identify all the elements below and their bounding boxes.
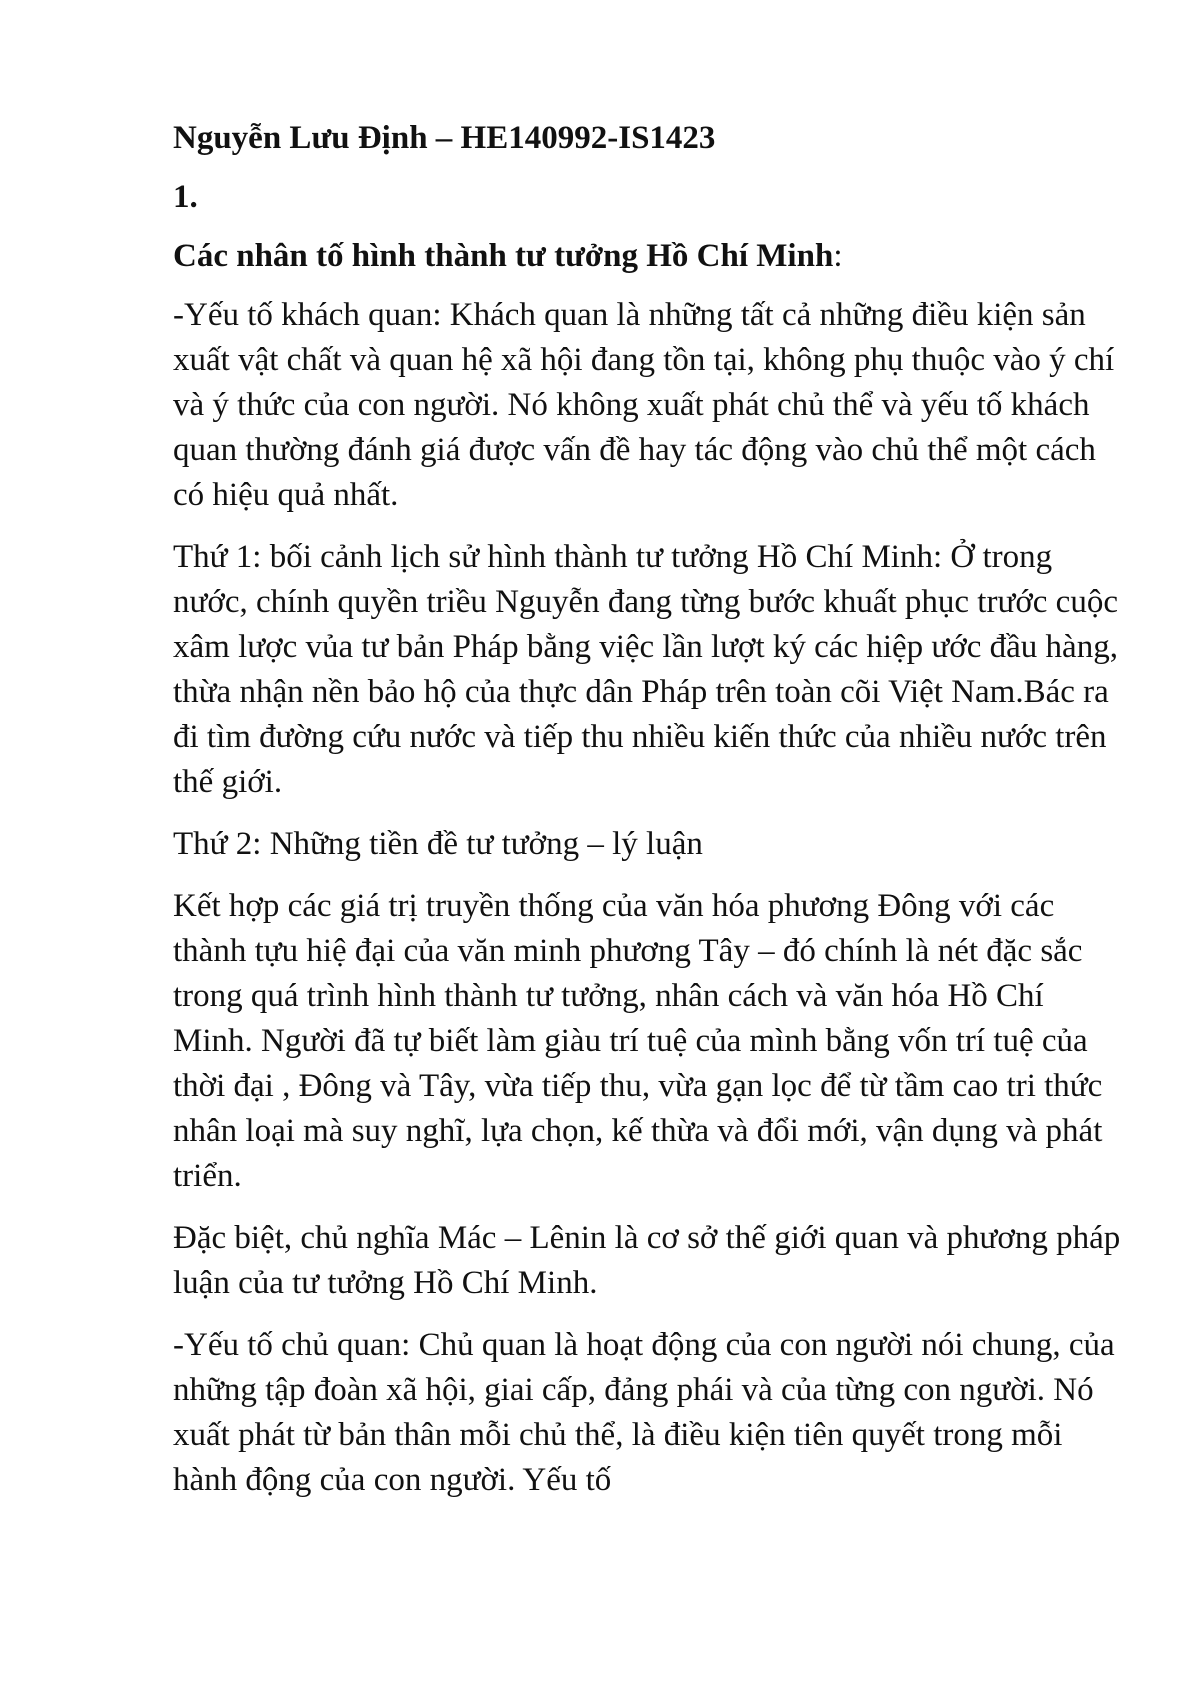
paragraph-subjective-factor: -Yếu tố chủ quan: Chủ quan là hoạt động của con người nói chung, của những tập đoàn xã hội, giai cấp, đảng phái và của từng con người. Nó xuất phát từ bản thân mỗi chủ thể, là điều kiện tiên quyết trong mỗi hành động của con người. Yếu tố: [173, 1327, 1115, 1498]
question-number: 1.: [173, 179, 198, 215]
section-heading: [173, 234, 1123, 279]
paragraph-marxism-leninism: Đặc biệt, chủ nghĩa Mác – Lênin là cơ sở thế giới quan và phương pháp luận của tư tưởng Hồ Chí Minh.: [173, 1220, 1121, 1301]
section-heading-colon: :: [833, 238, 843, 274]
author-line: Nguyễn Lưu Định – HE140992-IS1423: [173, 120, 716, 156]
section-heading-text: Các nhân tố hình thành tư tưởng Hồ Chí Minh: [173, 238, 834, 274]
paragraph-east-west-values: Kết hợp các giá trị truyền thống của văn hóa phương Đông với các thành tựu hiệ đại của văn minh phương Tây – đó chính là nét đặc sắc trong quá trình hình thành tư tưởng, nhân cách và văn hóa Hồ Chí Minh. Người đã tự biết làm giàu trí tuệ của mình bằng vốn trí tuệ của thời đại , Đông và Tây, vừa tiếp thu, vừa gạn lọc để từ tầm cao tri thức nhân loại mà suy nghĩ, lựa chọn, kế thừa và đổi mới, vận dụng và phát triển.: [173, 888, 1103, 1194]
document-page: [173, 116, 1123, 1520]
paragraph-historical-context: Thứ 1: bối cảnh lịch sử hình thành tư tưởng Hồ Chí Minh: Ở trong nước, chính quyền triều Nguyễn đang từng bước khuất phục trước cuộc xâm lược vủa tư bản Pháp bằng việc lần lượt ký các hiệp ước đầu hàng, thừa nhận nền bảo hộ của thực dân Pháp trên toàn cõi Việt Nam.Bác ra đi tìm đường cứu nước và tiếp thu nhiều kiến thức của nhiều nước trên thế giới.: [173, 539, 1118, 800]
paragraph-theoretical-premises: Thứ 2: Những tiền đề tư tưởng – lý luận: [173, 826, 703, 862]
paragraph-objective-factor: -Yếu tố khách quan: Khách quan là những tất cả những điều kiện sản xuất vật chất và quan hệ xã hội đang tồn tại, không phụ thuộc vào ý chí và ý thức của con người. Nó không xuất phát chủ thể và yếu tố khách quan thường đánh giá được vấn đề hay tác động vào chủ thể một cách có hiệu quả nhất.: [173, 297, 1115, 513]
